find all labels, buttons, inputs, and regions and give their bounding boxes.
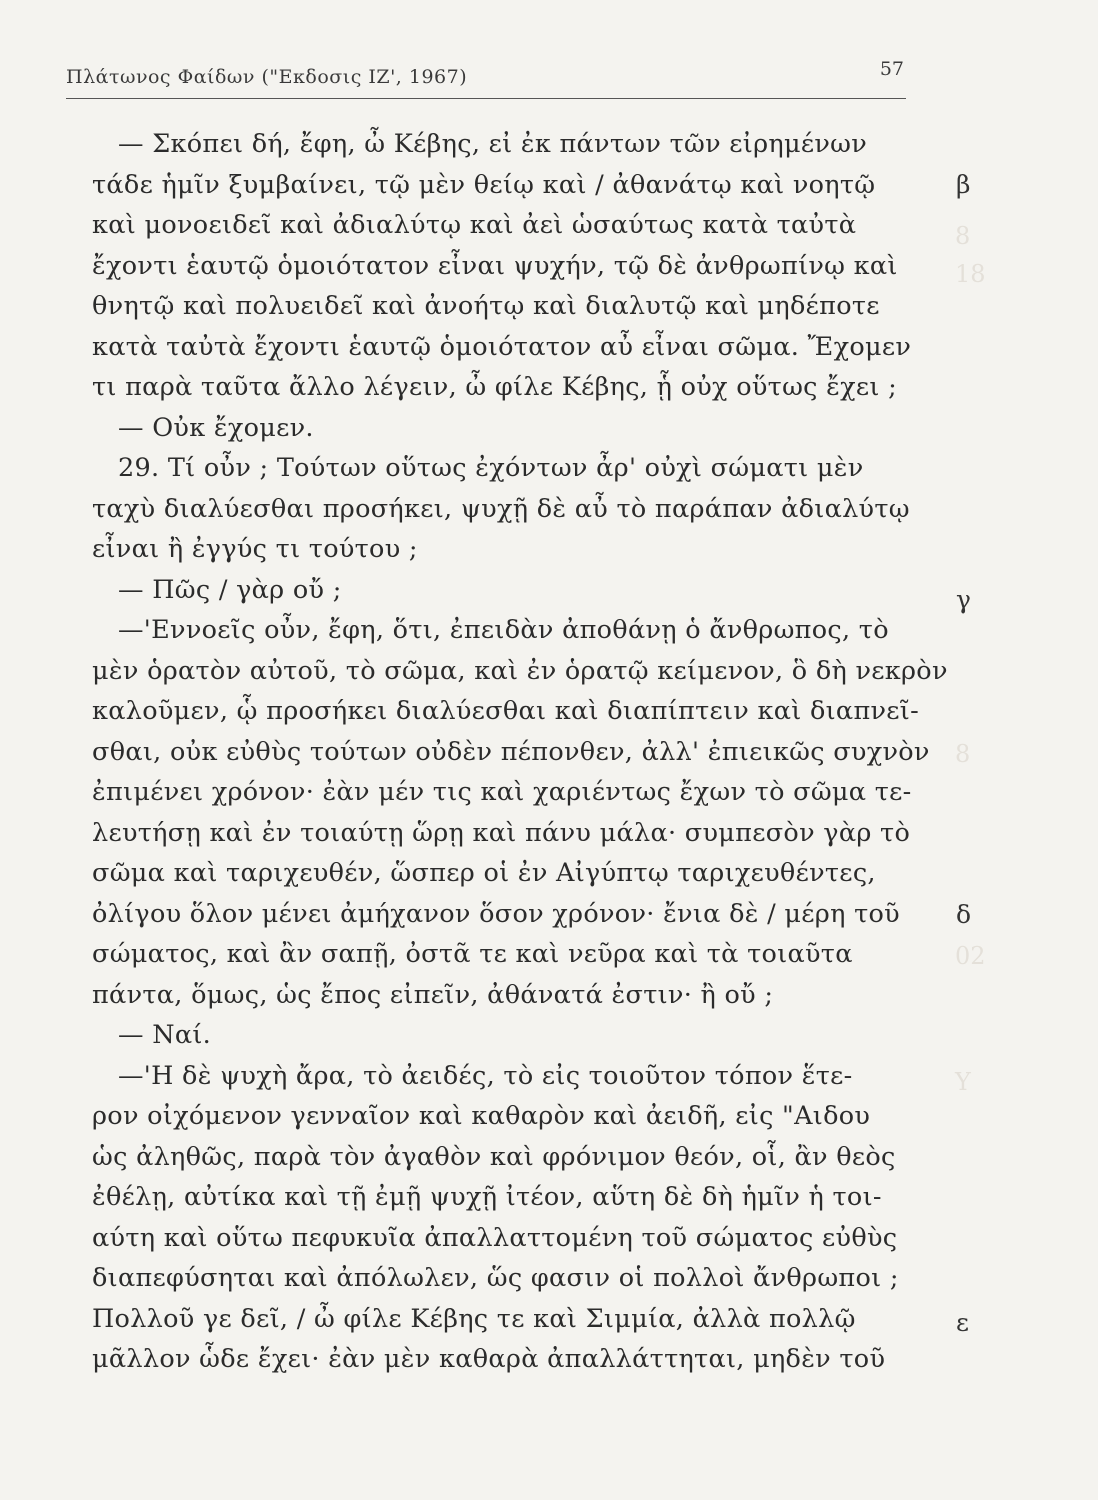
running-head: Πλάτωνος Φαίδων ("Εκδοσις ΙΖ', 1967) [66,66,468,88]
text-line: τάδε ἡμῖν ξυμβαίνει, τῷ μὲν θείῳ καὶ / ἀθανάτῳ καὶ νοητῷ [92,169,876,200]
body-text [92,124,948,1380]
text-line: σῶμα καὶ ταριχευθέν, ὥσπερ οἱ ἐν Αἰγύπτῳ ταριχευθέντες, [92,858,876,888]
text-line: ταχὺ διαλύεσθαι προσήκει, ψυχῇ δὲ αὖ τὸ παράπαν ἀδιαλύτῳ [92,493,910,524]
margin-marker-gamma: γ [956,585,971,614]
text-line: θνητῷ καὶ πολυειδεῖ καὶ ἀνοήτῳ καὶ διαλυτῷ καὶ μηδέποτε [92,291,880,321]
text-line: ἔχοντι ἑαυτῷ ὁμοιότατον εἶναι ψυχήν, τῷ δὲ ἀνθρωπίνῳ καὶ [92,250,898,281]
page-header [66,58,906,99]
text-line: αύτη καὶ οὕτω πεφυκυῖα ἀπαλλαττομένη τοῦ σώματος εὐθὺς [92,1222,898,1253]
text-line: μᾶλλον ὧδε ἔχει· ἐὰν μὲν καθαρὰ ἀπαλλάττηται, μηδὲν τοῦ [92,1344,886,1374]
text-line: τι παρὰ ταῦτα ἄλλο λέγειν, ὦ φίλε Κέβης, ᾗ οὐχ οὕτως ἔχει ; [92,372,897,402]
show-through-mark: 18 [955,260,986,288]
page-number: 57 [879,58,904,80]
show-through-mark: 02 [955,942,986,970]
text-line: — Οὐκ ἔχομεν. [118,412,314,443]
margin-marker-beta: β [956,170,971,199]
text-line: ἐπιμένει χρόνον· ἐὰν μέν τις καὶ χαριέντως ἔχων τὸ σῶμα τε- [92,777,912,807]
text-line: διαπεφύσηται καὶ ἀπόλωλεν, ὥς φασιν οἱ πολλοὶ ἄνθρωποι ; [92,1263,899,1293]
text-line: μὲν ὁρατὸν αὐτοῦ, τὸ σῶμα, καὶ ἐν ὁρατῷ κείμενον, ὃ δὴ νεκρὸν [92,655,948,686]
text-line: Πολλοῦ γε δεῖ, / ὦ φίλε Κέβης τε καὶ Σιμμία, ἀλλὰ πολλῷ [92,1303,856,1334]
text-line: — Ναί. [118,1020,212,1050]
text-line: — Σκόπει δή, ἔφη, ὦ Κέβης, εἰ ἐκ πάντων τῶν εἰρημένων [118,129,868,159]
text-line: —'Εννοεῖς οὖν, ἔφη, ὅτι, ἐπειδὰν ἀποθάνῃ ὁ ἄνθρωπος, τὸ [118,615,889,645]
text-line: κατὰ ταὐτὰ ἔχοντι ἑαυτῷ ὁμοιότατον αὖ εἶναι σῶμα. Ἔχομεν [92,331,912,362]
text-line: ρον οἰχόμενον γενναῖον καὶ καθαρὸν καὶ ἀειδῆ, εἰς "Αιδου [92,1101,871,1131]
text-line: σώματος, καὶ ἂν σαπῇ, ὀστᾶ τε καὶ νεῦρα καὶ τὰ τοιαῦτα [92,939,853,969]
text-line: λευτήσῃ καὶ ἐν τοιαύτῃ ὥρῃ καὶ πάνυ μάλα· συμπεσὸν γὰρ τὸ [92,817,911,848]
text-line: πάντα, ὅμως, ὡς ἔπος εἰπεῖν, ἀθάνατά ἐστιν· ἢ οὔ ; [92,979,774,1010]
show-through-mark: 8 [955,222,971,250]
text-line: καλοῦμεν, ᾧ προσήκει διαλύεσθαι καὶ διαπίπτειν καὶ διαπνεῖ- [92,696,920,726]
text-line: —'Η δὲ ψυχὴ ἄρα, τὸ ἀειδές, τὸ εἰς τοιοῦτον τόπον ἕτε- [118,1060,853,1091]
show-through-mark: Y [955,1068,971,1096]
text-line: σθαι, οὐκ εὐθὺς τούτων οὐδὲν πέπονθεν, ἀλλ' ἐπιεικῶς συχνὸν [92,736,930,767]
margin-marker-delta: δ [956,900,972,929]
text-line: καὶ μονοειδεῖ καὶ ἀδιαλύτῳ καὶ ἀεὶ ὡσαύτως κατὰ ταὐτὰ [92,210,857,240]
text-line: ἐθέλῃ, αὐτίκα καὶ τῇ ἐμῇ ψυχῇ ἰτέον, αὕτη δὲ δὴ ἡμῖν ἡ τοι- [92,1182,882,1212]
show-through-mark: 8 [955,740,971,768]
margin-marker-epsilon: ε [956,1308,969,1337]
text-line: ὡς ἀληθῶς, παρὰ τὸν ἀγαθὸν καὶ φρόνιμον θεόν, οἷ, ἂν θεὸς [92,1141,896,1172]
text-line: εἶναι ἢ ἐγγύς τι τούτου ; [92,534,418,564]
text-line: ὀλίγου ὅλον μένει ἀμήχανον ὅσον χρόνον· ἔνια δὲ / μέρη τοῦ [92,898,900,929]
text-line: — Πῶς / γὰρ οὔ ; [118,574,342,605]
text-line: 29. Τί οὖν ; Τούτων οὕτως ἐχόντων ἆρ' οὐχὶ σώματι μὲν [118,453,864,483]
